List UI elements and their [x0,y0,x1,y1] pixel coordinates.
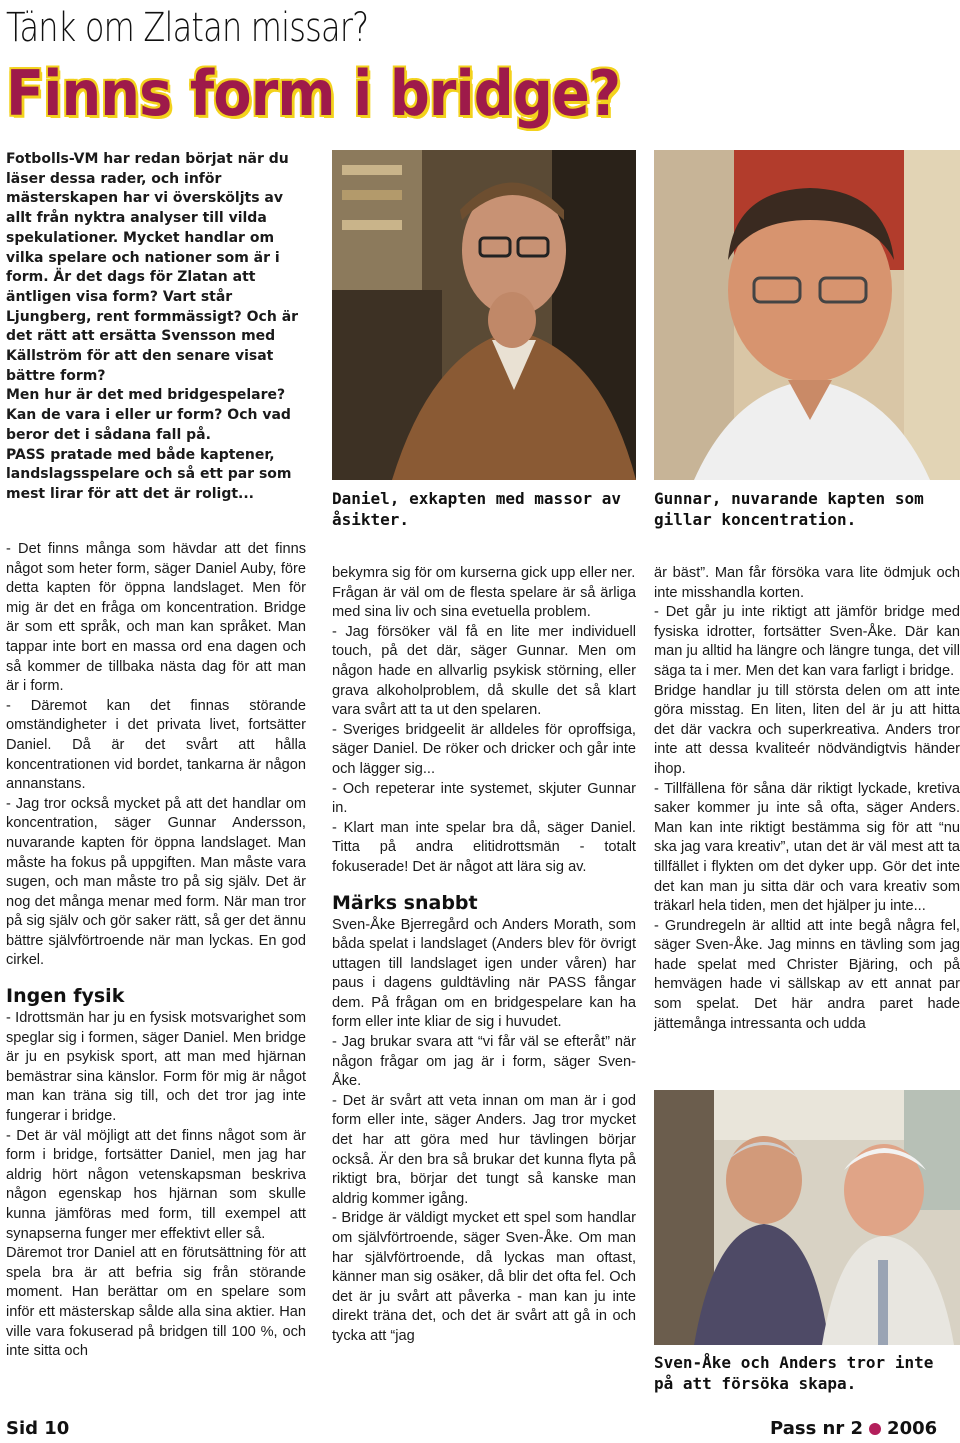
body-paragraph: - Jag brukar svara att “vi får väl se efteråt” när någon frågar om jag är i form, säger Sven-Åke. [332,1034,636,1090]
body-paragraph: Däremot tror Daniel att en förutsättning för att spela bra är att befria sig från störande moment. Han berättar om en spelare som inför ett mästerskap sålde alla sina aktier. Han ville vara fokuserad på bridgen till 100 %, och inte sitta och [6,1245,306,1360]
body-paragraph: är bäst”. Man får försöka vara lite ödmjuk och inte misshandla korten. [654,565,960,601]
issue-year: 2006 [887,1418,938,1439]
body-paragraph: - Sveriges bridgeelit är alldeles för oproffsiga, säger Daniel. De röker och dricker och går inte och lägger sig... [332,721,636,777]
body-paragraph: - Idrottsmän har ju en fysisk motsvarighet som speglar sig i formen, säger Daniel. Men bridge är ju en psykisk sport, att man med hjärnan bemästrar sina känslor. Form för mig är något man kan träna sig till, och det tror jag inte fungerar i bridge. [6,1010,306,1125]
body-paragraph: - Jag tror också mycket på att det handlar om koncentration, säger Gunnar Andersson, nuvarande kapten för öppna landslaget. Man måste ha fokus på uppgiften. Man måste vara sugen, och man måste tro på sig själv. Det är nog det många menar med form. När man tror på sig själv och gör saker rätt, så ger det ännu bättre självförtroende när man lyckas. En god cirkel. [6,795,306,969]
body-paragraph: - Tillfällena för såna där riktigt lyckade, kretiva saker kommer ju inte så ofta, säger Anders. Man kan inte riktigt bestämma sig för att “nu ska jag vara kreativ”, utan det är väl mest att ta tillfället i flykten om det dyker upp. Gör det inte det kan man ju sitta där och vara kreativ som träkarl hela tiden, men det hjälper ju inte... [654,780,960,915]
lead-paragraph: Fotbolls-VM har redan börjat när du läser dessa rader, och inför mästerskapen har vi översköljts av allt från nyktra analyser till vilda spekulationer. Mycket handlar om vilka spelare och nationer som är i form. Är det dags för Zlatan att äntligen visa form? Vart står Ljungberg, rent formmässigt? Och är det rätt att ersätta Svensson med Källström för att den senare visat bättre form? [6,151,299,384]
body-paragraph: - Bridge är väldigt mycket ett spel som handlar om självförtroende, säger Sven-Åke. Om man har självförtroende, då lyckas man oftast, känner man sig osäker, då blir det ofta fel. Och det är ju svårt att påverka - man kan ju inte direkt träna det, och det är svårt att gå in och tycka att “jag [332,1210,636,1344]
lead-paragraph: Men hur är det med bridgespelare? Kan de vara i eller ur form? Och vad beror det i sådana fall på. [6,387,291,443]
body-paragraph: - Däremot kan det finnas störande omständigheter i det privata livet, fortsätter Daniel. Då är det svårt att hålla koncentrationen vid bordet, tankarna är någon annanstans. [6,697,306,793]
body-paragraph: - Det är svårt att veta innan om man är i god form eller inte, säger Anders. Jag tror mycket det har att göra med hur tävlingen börjar också. Är den bra så brukar det kunna flyta på riktigt bra, börjar det tungt så kanske man aldrig kommer igång. [332,1092,636,1207]
page-number: Sid 10 [6,1418,70,1439]
photo-caption-pair: Sven-Åke och Anders tror inte på att försöka skapa. [654,1353,934,1393]
photo-caption-gunnar: Gunnar, nuvarande kapten som gillar koncentration. [654,489,924,529]
body-paragraph: - Det finns många som hävdar att det finns något som heter form, säger Daniel Auby, före detta kapten för öppna landslaget. Men för mig är det en fråga om koncentration. Bridge är som ett språk, och man kan språket. Man tappar inte bort en massa ord ena dagen och så kommer de tillbaka nästa dag för att man är i form. [6,541,306,695]
body-paragraph: - Grundregeln är alltid att inte begå några fel, säger Sven-Åke. Jag minns en tävling som jag hade spelat med Christer Bjäring, och på hemvägen hade vi sällskap av ett annat par som spelat. Det här andra paret hade jättemånga intressanta och udda [654,917,960,1032]
bullet-dot-icon [869,1423,881,1435]
lead-paragraph: PASS pratade med både kaptener, landslagsspelare och så ett par som mest lirar för att det är roligt... [6,446,292,502]
kicker-heading: Tänk om Zlatan missar? [6,5,369,51]
article-column-2 [332,564,636,1416]
photo-daniel [332,150,636,480]
body-paragraph: - Det går ju inte riktigt att jämför bridge med fysiska idrotter, fortsätter Sven-Åke. Där kan man ju alltid ha längre och längre tunga, det vill säga ta i mer. Men det kan vara farligt i bridge. [654,604,960,679]
subheading-ingen-fysik: Ingen fysik [6,985,125,1008]
article-column-1 [6,540,306,1415]
body-paragraph: Sven-Åke Bjerregård och Anders Morath, som båda spelat i landslaget (Anders blev för övrigt uttagen till landslaget igen under våren) har paus i dagens guldtävling när PASS fångar dem. På frågan om en bridgespelare kan ha form eller inte kliar de sig i huvudet. [332,916,636,1031]
page-title: Finns form i bridge? [6,57,621,130]
body-paragraph: Frågan är väl om de flesta spelare är så ärliga med sina liv och sina evetuella problem. [332,584,636,621]
body-paragraph: - Det är väl möjligt att det finns något som är form i bridge, fortsätter Daniel, men jag har aldrig hört någon vetenskapsman beskriva någon egenskap hos hjärnan som skulle kunna jämföras med form, till exempel att synapserna funger mer effektivt eller så. [6,1127,306,1242]
body-paragraph: Bridge handlar ju till största delen om att inte göra misstag. En liten, liten del är ju att hitta det där vackra och superkreativa. Anders tror inte att dessa kvaliteér nödvändigtvis händer ihop. [654,682,960,777]
photo-caption-daniel: Daniel, exkapten med massor av åsikter. [332,489,621,529]
lead-block [6,150,308,522]
issue-label: Pass nr 2 [770,1418,864,1439]
body-paragraph: - Jag försöker väl få en lite mer individuell touch, på det där, säger Gunnar. Men om någon hade en allvarlig psykisk störning, eller grava alkoholproblem, då skulle det så klart vara svårt att ta ut den spelaren. [332,623,636,719]
article-column-3 [654,564,960,1080]
photo-gunnar [654,150,960,480]
body-paragraph: - Klart man inte spelar bra då, säger Daniel. Titta på andra elitidrottsmän - totalt fokuserade! Det är något att lära sig av. [332,819,636,875]
issue-info [770,1418,937,1439]
subheading-marks-snabbt: Märks snabbt [332,891,478,914]
body-paragraph: - Och repeterar inte systemet, skjuter Gunnar in. [332,780,636,817]
photo-sven-ake-anders [654,1090,960,1345]
body-paragraph: bekymra sig för om kurserna gick upp eller ner. [332,565,636,581]
